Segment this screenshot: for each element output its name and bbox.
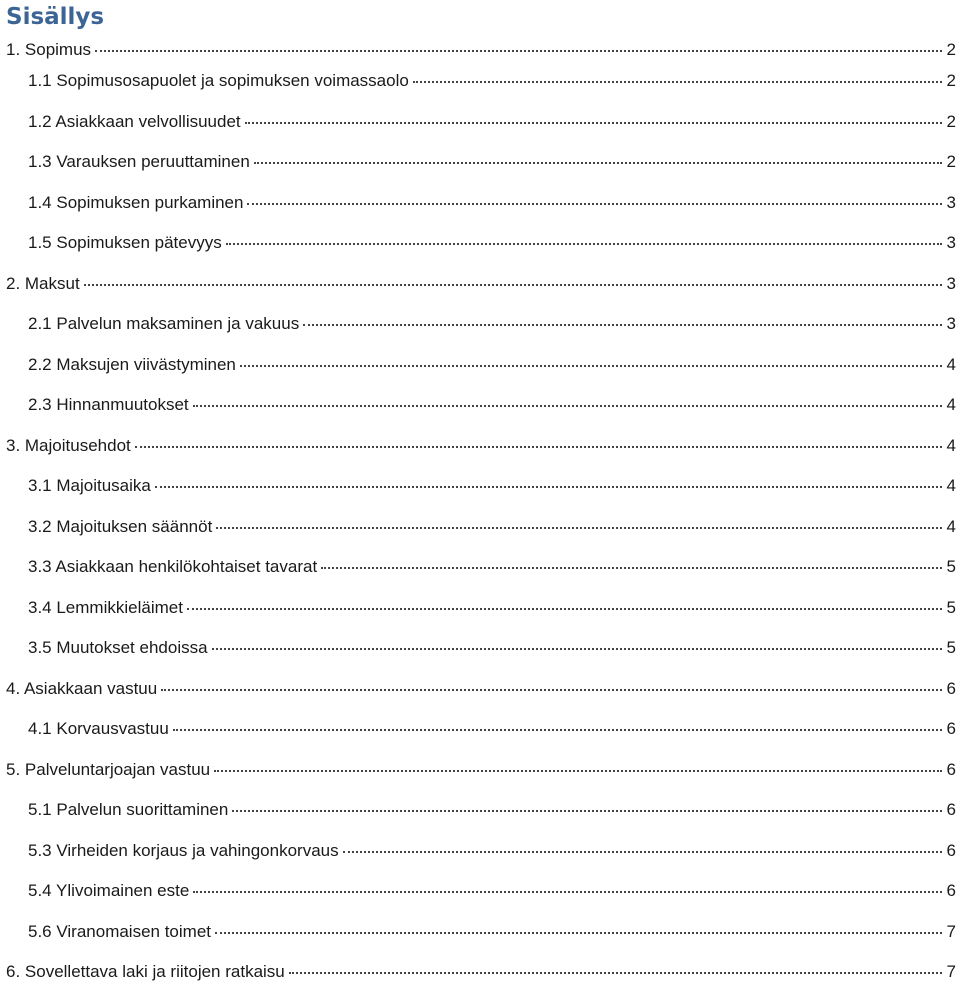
toc-entry-text[interactable]: 1.3 Varauksen peruuttaminen [28,152,250,171]
toc-entry-text[interactable]: 1.4 Sopimuksen purkaminen [28,192,244,212]
dot-leader [247,186,942,205]
toc-entry[interactable] [6,916,960,957]
toc-page-number[interactable]: 4 [946,516,956,536]
dot-leader [303,307,942,326]
toc-entry[interactable] [6,551,960,592]
toc-entry-text[interactable]: 1.5 Sopimuksen pätevyys [28,233,222,252]
toc-page-number[interactable]: 4 [946,354,956,374]
toc-page-number[interactable]: 4 [946,476,956,495]
dot-leader [254,145,942,164]
toc-page-number[interactable]: 4 [946,395,956,414]
dot-leader [413,64,942,83]
toc-entry[interactable] [6,430,960,471]
toc-entry-text[interactable]: 5.1 Palvelun suorittaminen [28,800,229,819]
toc-entry[interactable] [6,754,960,795]
toc-page-number[interactable]: 3 [946,314,956,333]
toc-entry[interactable] [6,389,960,430]
toc-entry[interactable] [6,956,960,997]
dot-leader [215,915,942,934]
dot-leader [216,510,942,529]
dot-leader [155,469,942,488]
toc-page-number[interactable]: 3 [946,233,956,252]
toc-page-number[interactable]: 4 [946,435,956,455]
toc-page-number[interactable]: 2 [946,152,956,171]
dot-leader [84,267,942,286]
toc-entry-text[interactable]: 3.4 Lemmikkieläimet [28,597,183,617]
toc-entry[interactable] [6,146,960,187]
toc-entry[interactable] [6,268,960,309]
toc-entry[interactable] [6,713,960,754]
toc-entry-text[interactable]: 1.2 Asiakkaan velvollisuudet [28,111,241,131]
toc-entry[interactable] [6,308,960,349]
toc-entry-text[interactable]: 4. Asiakkaan vastuu [6,678,158,698]
toc-page-number[interactable]: 3 [946,273,956,293]
toc-entry-text[interactable]: 3.3 Asiakkaan henkilökohtaiset tavarat [28,557,318,576]
toc-entry-text[interactable]: 3.1 Majoitusaika [28,476,151,495]
dot-leader [343,834,942,853]
toc-entry-text[interactable]: 2.3 Hinnanmuutokset [28,395,189,414]
toc-entry[interactable] [6,349,960,390]
dot-leader [212,631,942,650]
dot-leader [232,793,942,812]
toc-page-number[interactable]: 7 [946,921,956,941]
toc-entry[interactable] [6,632,960,673]
toc-page-number[interactable]: 5 [946,597,956,617]
dot-leader [161,672,942,691]
toc-entry[interactable] [6,227,960,268]
toc-entry-text[interactable]: 2.1 Palvelun maksaminen ja vakuus [28,314,300,333]
dot-leader [95,33,942,52]
toc-page-number[interactable]: 5 [946,557,956,576]
toc-page-number[interactable]: 7 [946,962,956,981]
toc-page-number[interactable]: 6 [946,800,956,819]
toc-entry[interactable] [6,794,960,835]
toc-entry[interactable] [6,187,960,228]
dot-leader [135,429,942,448]
toc-entry-text[interactable]: 5. Palveluntarjoajan vastuu [6,759,211,779]
dot-leader [240,348,942,367]
dot-leader [289,955,942,974]
toc-entry[interactable] [6,106,960,147]
toc-entry-text[interactable]: 4.1 Korvausvastuu [28,719,169,738]
dot-leader [193,388,942,407]
toc-page-number[interactable]: 6 [946,881,956,900]
toc-entry-text[interactable]: 3.2 Majoituksen säännöt [28,516,213,536]
dot-leader [187,591,942,610]
toc-entry-text[interactable]: 1. Sopimus [6,40,92,59]
dot-leader [214,753,942,772]
dot-leader [226,226,942,245]
toc-entry[interactable] [6,65,960,106]
dot-leader [173,712,942,731]
dot-leader [245,105,942,124]
toc-entry[interactable] [6,592,960,633]
toc-entry-text[interactable]: 3. Majoitusehdot [6,435,131,455]
toc-entry-text[interactable]: 5.3 Virheiden korjaus ja vahingonkorvaus [28,840,339,860]
toc-page-number[interactable]: 2 [946,111,956,131]
toc-page-number[interactable]: 3 [946,192,956,212]
dot-leader [193,874,942,893]
toc-entry[interactable] [6,34,960,65]
toc-entry-text[interactable]: 1.1 Sopimusosapuolet ja sopimuksen voimassaolo [28,71,409,90]
toc-entry-text[interactable]: 2.2 Maksujen viivästyminen [28,354,236,374]
dot-leader [321,550,942,569]
toc-entry[interactable] [6,511,960,552]
toc-page-number[interactable]: 2 [946,71,956,90]
toc-page-number[interactable]: 6 [946,840,956,860]
toc-entry[interactable] [6,470,960,511]
toc-entry-text[interactable]: 2. Maksut [6,273,80,293]
toc-entry-text[interactable]: 5.4 Ylivoimainen este [28,881,190,900]
toc-page-number[interactable]: 6 [946,759,956,779]
toc-entry[interactable] [6,673,960,714]
toc-entry[interactable] [6,875,960,916]
toc-entry-text[interactable]: 6. Sovellettava laki ja riitojen ratkaisu [6,962,285,981]
toc-list [6,34,960,997]
toc-page-number[interactable]: 2 [946,40,956,59]
toc-entry[interactable] [6,835,960,876]
toc-page-number[interactable]: 5 [946,638,956,657]
table-of-contents [6,0,960,997]
toc-page-number[interactable]: 6 [946,678,956,698]
toc-entry-text[interactable]: 3.5 Muutokset ehdoissa [28,638,208,657]
toc-page-number[interactable]: 6 [946,719,956,738]
toc-title: Sisällys [6,4,105,30]
toc-entry-text[interactable]: 5.6 Viranomaisen toimet [28,921,212,941]
